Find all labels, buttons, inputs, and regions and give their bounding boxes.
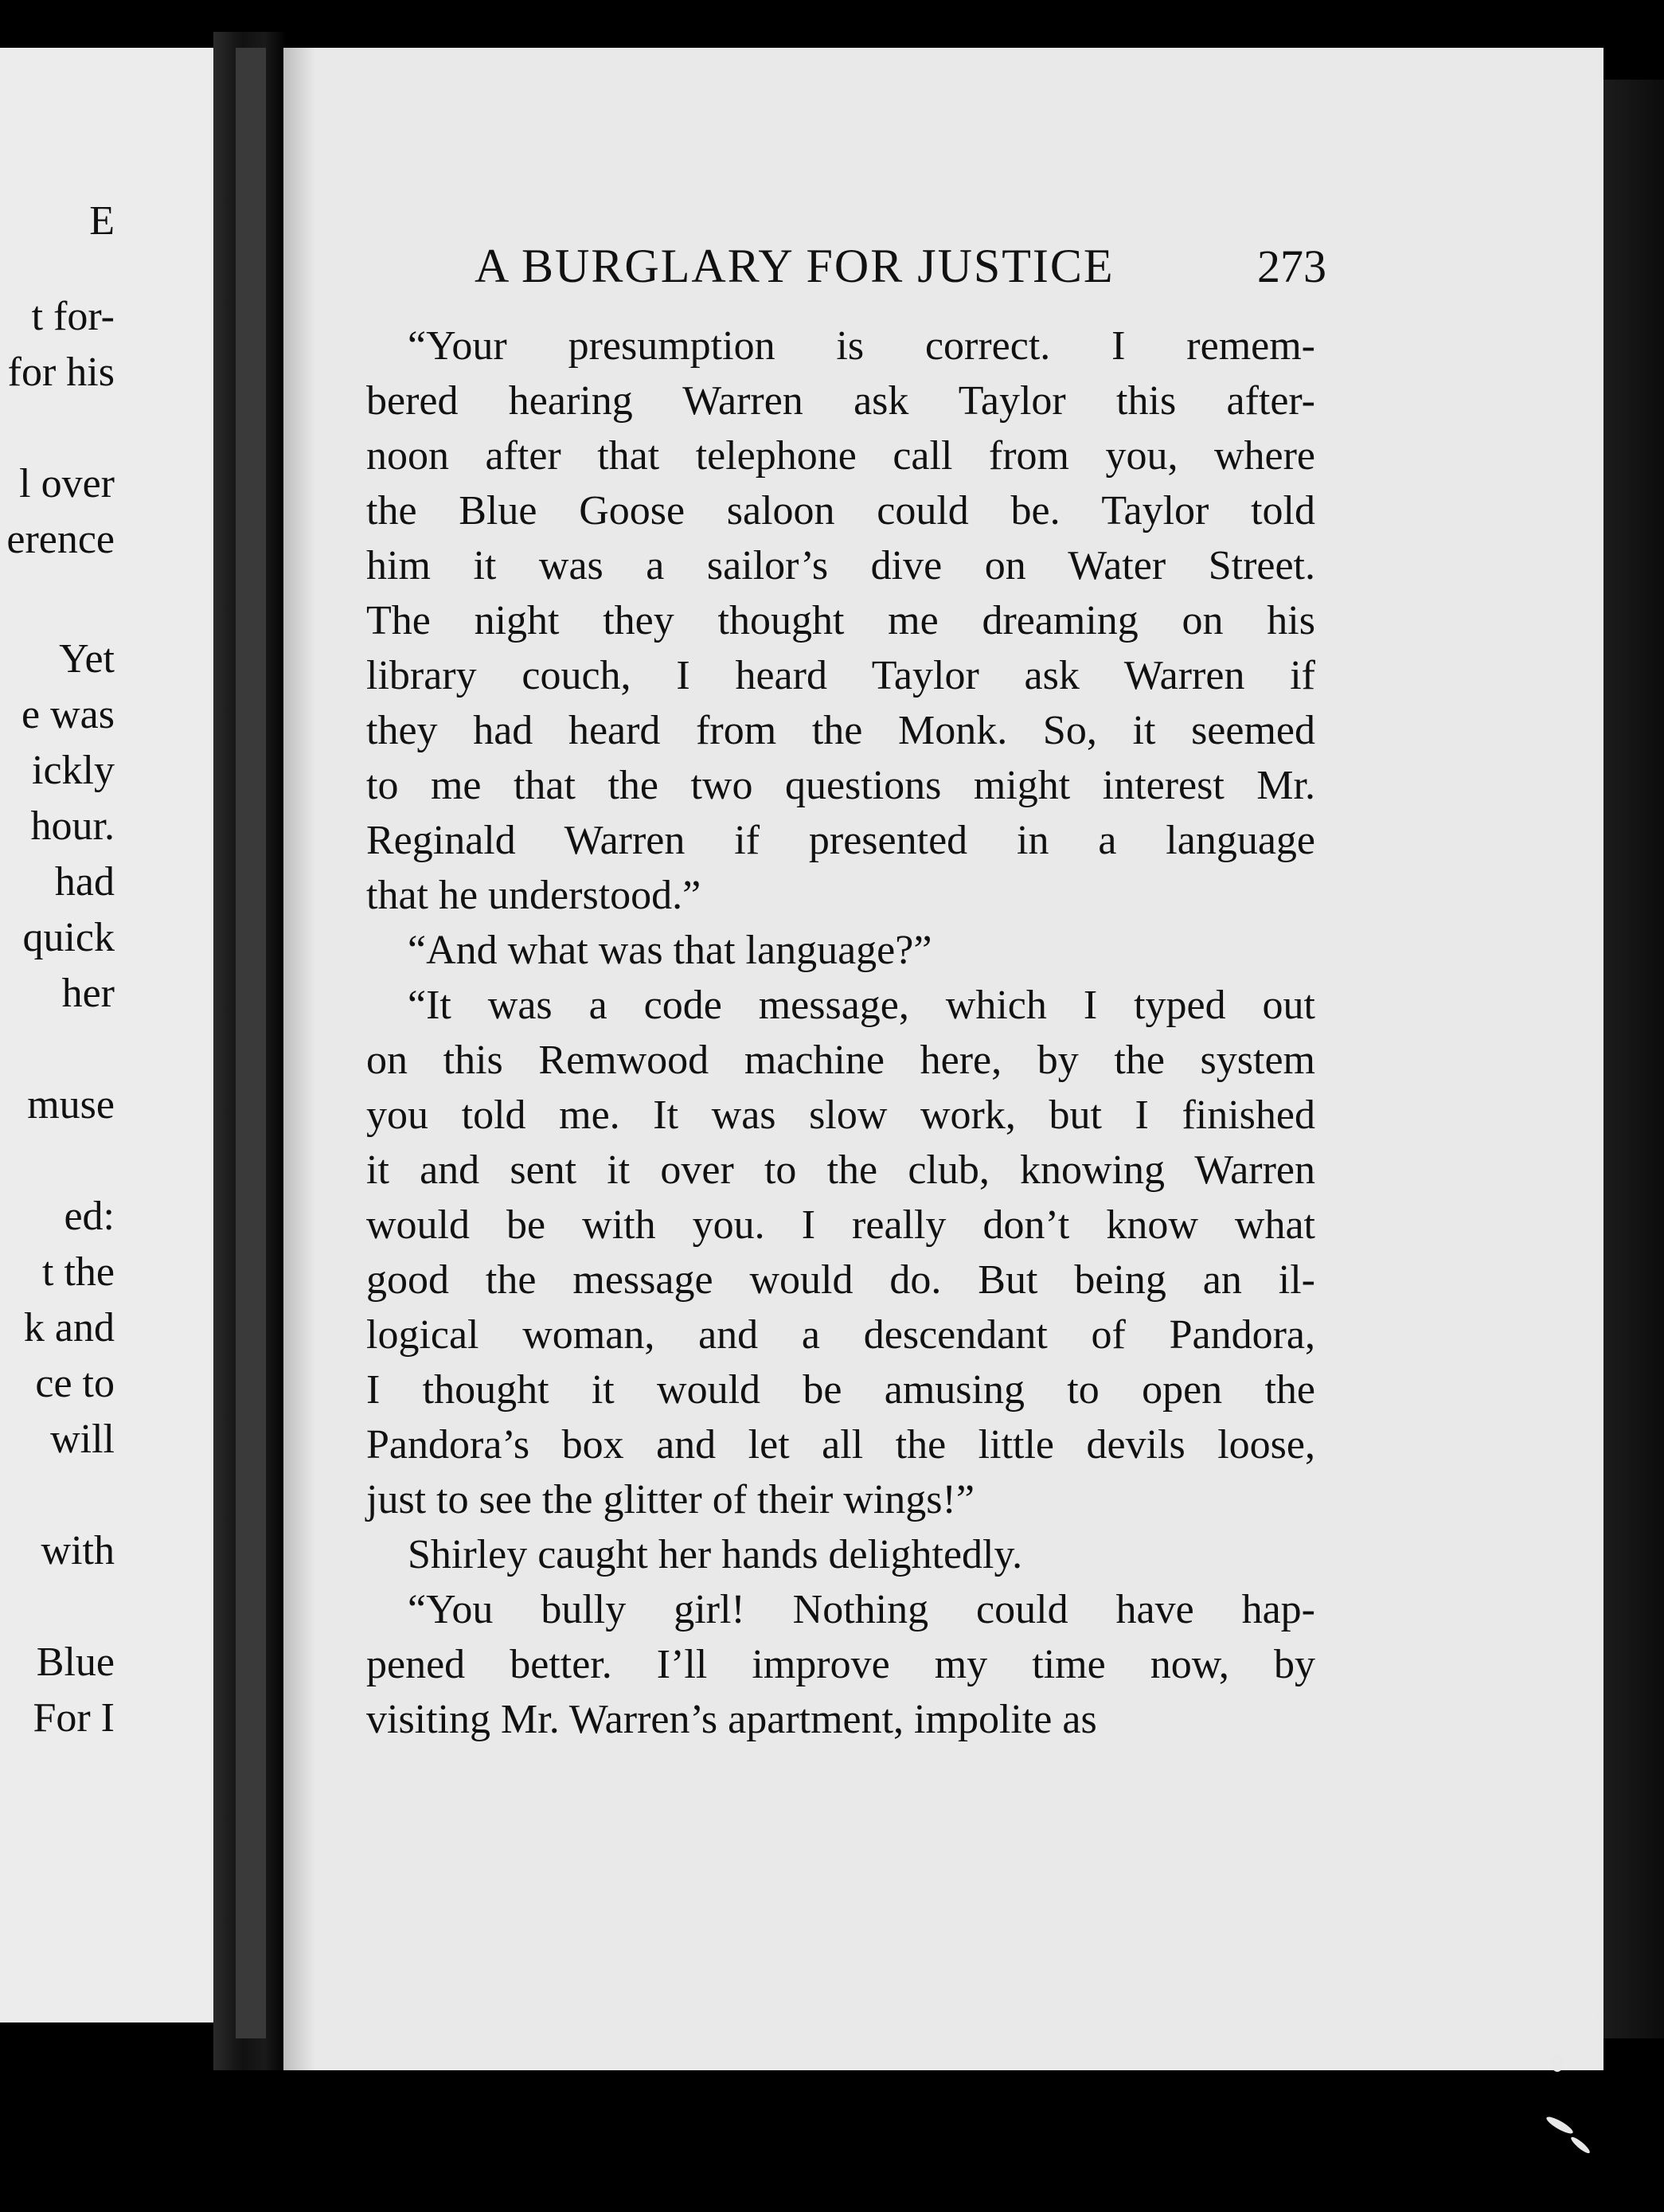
- facing-page-fragment: k and: [23, 1305, 115, 1350]
- facing-page-fragment: had: [54, 859, 115, 905]
- text-line: it and sent it over to the club, knowing Warren: [366, 1147, 1315, 1193]
- facing-page-fragment: l over: [19, 461, 115, 506]
- facing-page-fragment: with: [41, 1528, 115, 1573]
- text-line: “It was a code message, which I typed out: [408, 983, 1315, 1028]
- facing-page-fragment: quick: [22, 915, 115, 960]
- text-line: The night they thought me dreaming on his: [366, 598, 1315, 643]
- page-edge: [1603, 80, 1664, 2038]
- page-body: [366, 319, 1315, 1747]
- text-line: pened better. I’ll improve my time now, by: [366, 1642, 1315, 1687]
- facing-page-fragment: ed:: [64, 1194, 115, 1239]
- text-line: visiting Mr. Warren’s apartment, impolite as: [366, 1697, 1097, 1742]
- facing-page-fragment: For I: [33, 1695, 115, 1741]
- facing-page-fragment: Yet: [59, 636, 115, 682]
- text-line: Reginald Warren if presented in a language: [366, 818, 1315, 863]
- spine-shadow: [283, 48, 315, 2070]
- facing-page-fragment: will: [50, 1417, 115, 1462]
- text-line: you told me. It was slow work, but I finished: [366, 1092, 1315, 1138]
- facing-page-fragment: t the: [42, 1249, 115, 1295]
- facing-page-fragment: for his: [7, 350, 115, 395]
- text-line: good the message would do. But being an il-: [366, 1257, 1315, 1303]
- facing-page-fragment: e was: [21, 692, 115, 737]
- text-line: Pandora’s box and let all the little devils loose,: [366, 1422, 1315, 1468]
- text-line: “Your presumption is correct. I remem-: [408, 323, 1315, 369]
- text-line: “And what was that language?”: [408, 928, 932, 973]
- facing-page-fragment: hour.: [30, 803, 115, 849]
- text-line: just to see the glitter of their wings!”: [366, 1477, 975, 1522]
- text-line: logical woman, and a descendant of Pandora,: [366, 1312, 1315, 1358]
- text-line: they had heard from the Monk. So, it seemed: [366, 708, 1315, 753]
- text-line: the Blue Goose saloon could be. Taylor told: [366, 488, 1315, 533]
- text-line: to me that the two questions might interest Mr.: [366, 763, 1315, 808]
- facing-page-fragment: ickly: [32, 748, 115, 793]
- facing-page: [0, 48, 213, 2022]
- text-line: I thought it would be amusing to open the: [366, 1367, 1315, 1413]
- facing-page-fragment: Blue: [36, 1639, 115, 1685]
- facing-page-fragment: erence: [6, 517, 115, 562]
- text-line: library couch, I heard Taylor ask Warren if: [366, 653, 1315, 698]
- text-line: him it was a sailor’s dive on Water Street.: [366, 543, 1315, 588]
- text-line: on this Remwood machine here, by the system: [366, 1038, 1315, 1083]
- page-number: 273: [1257, 240, 1326, 292]
- facing-page-fragment: muse: [27, 1082, 115, 1127]
- text-line: noon after that telephone call from you, where: [366, 433, 1315, 479]
- chapter-title: A BURGLARY FOR JUSTICE: [475, 240, 1115, 292]
- facing-page-fragment: ce to: [35, 1361, 115, 1406]
- facing-page-fragment: E: [89, 198, 115, 244]
- facing-page-fragment: t for-: [31, 294, 115, 339]
- running-head: [475, 239, 1326, 294]
- text-line: bered hearing Warren ask Taylor this after-: [366, 378, 1315, 424]
- text-line: that he understood.”: [366, 873, 701, 918]
- text-line: “You bully girl! Nothing could have hap-: [408, 1587, 1315, 1632]
- text-line: Shirley caught her hands delightedly.: [408, 1532, 1023, 1577]
- gutter-strip: [236, 48, 266, 2038]
- facing-page-fragment: her: [61, 971, 115, 1016]
- text-line: would be with you. I really don’t know what: [366, 1202, 1315, 1248]
